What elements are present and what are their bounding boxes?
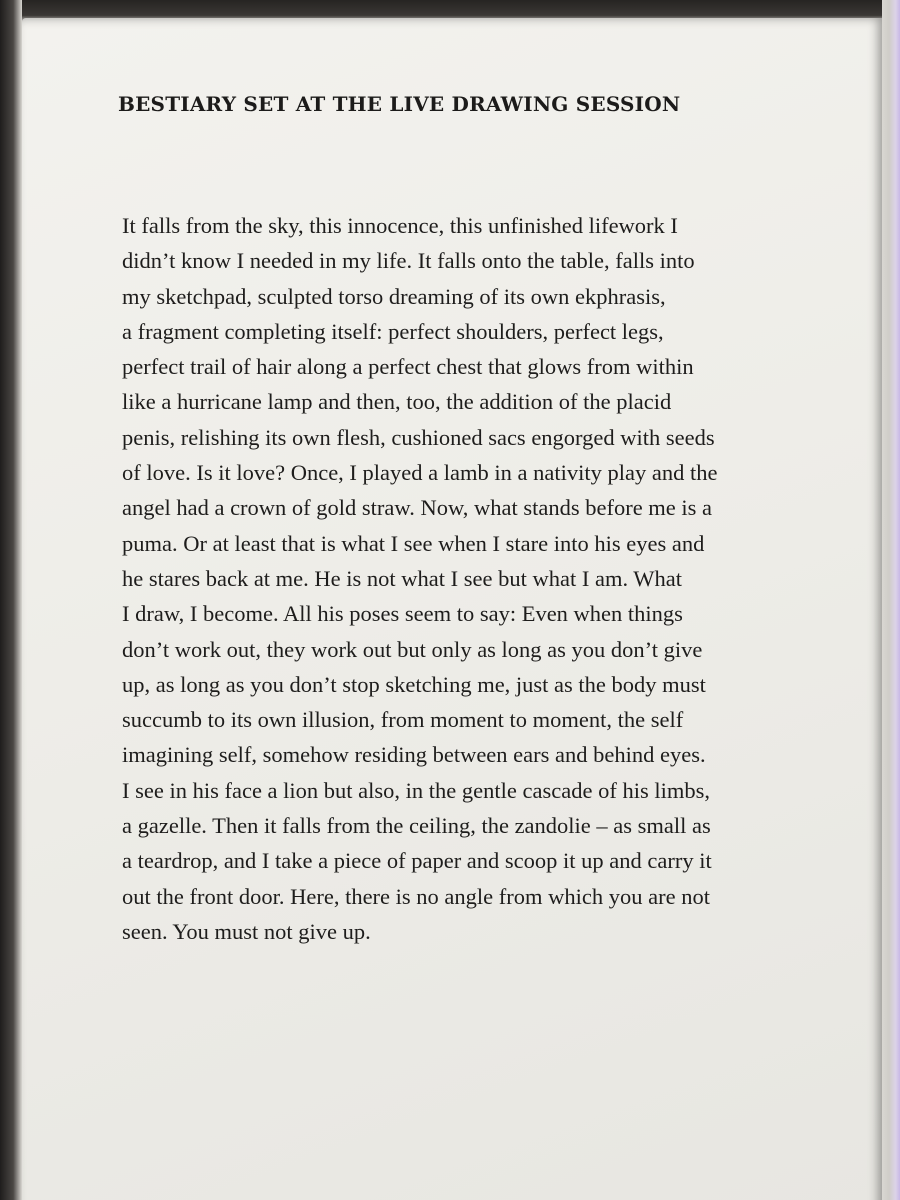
poem-line: angel had a crown of gold straw. Now, what stands before me is a — [122, 495, 713, 521]
poem-line: I draw, I become. All his poses seem to say: Even when things — [122, 601, 683, 627]
adjacent-page-edge — [882, 0, 900, 1200]
poem-body — [122, 208, 822, 949]
poem-line: up, as long as you don’t stop sketching me, just as the body must — [122, 671, 706, 697]
poem-line: puma. Or at least that is what I see when I stare into his eyes and — [122, 530, 705, 556]
poem-line: It falls from the sky, this innocence, this unfinished lifework I — [122, 213, 678, 238]
book-spine-edge — [0, 0, 22, 1200]
poem-title: BESTIARY SET AT THE LIVE DRAWING SESSION — [118, 92, 681, 116]
poem-line: seen. You must not give up. — [122, 918, 371, 944]
poem-line: perfect trail of hair along a perfect chest that glows from within — [122, 354, 694, 380]
poem-line: a gazelle. Then it falls from the ceiling, the zandolie – as small as — [122, 813, 711, 839]
poem-line: like a hurricane lamp and then, too, the addition of the placid — [122, 389, 672, 415]
poem-line: don’t work out, they work out but only as long as you don’t give — [122, 636, 703, 662]
poem-line: I see in his face a lion but also, in the gentle cascade of his limbs, — [122, 777, 710, 803]
poem-line: he stares back at me. He is not what I see but what I am. What — [122, 565, 683, 591]
poem-line: my sketchpad, sculpted torso dreaming of its own ekphrasis, — [122, 283, 666, 309]
poem-line: didn’t know I needed in my life. It falls onto the table, falls into — [122, 248, 695, 274]
poem-line: succumb to its own illusion, from moment to moment, the self — [122, 707, 684, 733]
poem-line: penis, relishing its own flesh, cushioned sacs engorged with seeds — [122, 424, 715, 450]
poem-line: a fragment completing itself: perfect shoulders, perfect legs, — [122, 318, 664, 344]
poem-line: a teardrop, and I take a piece of paper and scoop it up and carry it — [122, 848, 712, 874]
poem-line: out the front door. Here, there is no angle from which you are not — [122, 883, 710, 909]
poem-line: of love. Is it love? Once, I played a lamb in a nativity play and the — [122, 460, 718, 486]
poem-line: imagining self, somehow residing between ears and behind eyes. — [122, 742, 706, 768]
